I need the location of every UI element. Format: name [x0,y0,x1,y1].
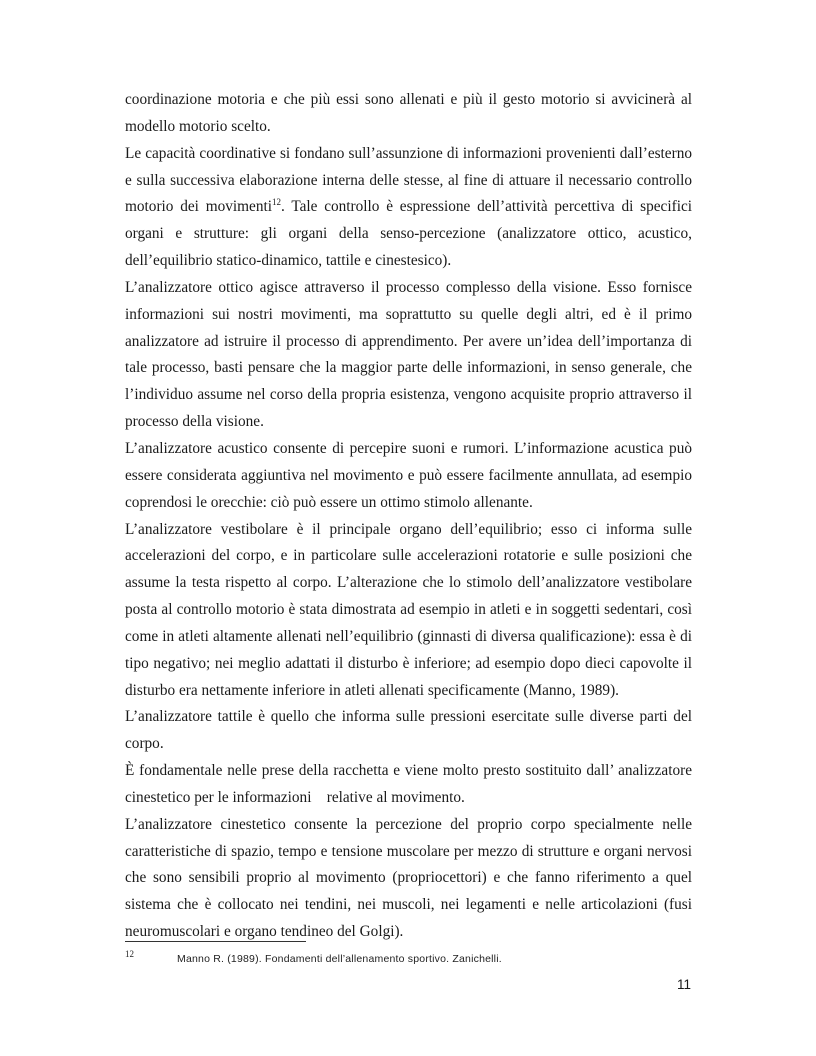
paragraph-vestibular-analyzer: L’analizzatore vestibolare è il principale organo dell’equilibrio; esso ci informa sulle accelerazioni del corpo, e in particolare sulle accelerazioni rotatorie e sulle posizioni che assume la testa rispetto al corpo. L’alterazione che lo stimolo dell’analizzatore vestibolare posta al controllo motorio è stata dimostrata ad esempio in atleti e in soggetti sedentari, così come in atleti altamente allenati nell’equilibrio (ginnasti di diversa qualificazione): essa è di tipo negativo; nei meglio adattati il disturbo è inferiore; ad esempio dopo dieci capovolte il disturbo era nettamente inferiore in atleti allenati specificamente (Manno, 1989). [125,520,692,699]
paragraph-text: . Tale controllo è espressione dell’attività percettiva di specifici organi e strutture: gli organi della senso-percezione (analizzatore ottico, acustico, dell’equilibrio statico-dinamico, tattile e cinestesico). [125,198,692,270]
paragraph-coordination-intro: coordinazione motoria e che più essi sono allenati e più il gesto motorio si avvicinerà al modello motorio scelto. [125,91,692,135]
paragraph-acoustic-analyzer: L’analizzatore acustico consente di percepire suoni e rumori. L’informazione acustica può essere considerata aggiuntiva nel movimento e può essere facilmente annullata, ad esempio coprendosi le orecchie: ciò può essere un ottimo stimolo allenante. [125,439,692,511]
footnote-text: Manno R. (1989). Fondamenti dell’allenamento sportivo. Zanichelli. [177,953,502,965]
body-text [125,87,696,946]
paragraph-kinesthetic-analyzer: L’analizzatore cinestetico consente la percezione del proprio corpo specialmente nelle caratteristiche di spazio, tempo e tensione muscolare per mezzo di strutture e organi nervosi che sono sensibili proprio al movimento (propriocettori) e che fanno riferimento a quel sistema che è collocato nei tendini, nei muscoli, nei legamenti e nelle articolazioni (fusi neuromuscolari e organo tendineo del Golgi). [125,815,692,941]
paragraph-tactile-analyzer: L’analizzatore tattile è quello che informa sulle pressioni esercitate sulle diverse parti del corpo. [125,708,692,753]
paragraph-racket-grip: È fondamentale nelle prese della racchetta e viene molto presto sostituito dall’ analizzatore cinestetico per le informazioni relative al movimento. [125,762,696,806]
footnote-reference: 12 [271,197,281,208]
paragraph-text: Le capacità coordinative si fondano sull’assunzione di informazioni provenienti dall’esterno e sulla successiva elaborazione interna delle stesse, al fine di attuare il necessario controllo motorio dei movimenti [125,144,692,216]
paragraph-coordinative-capacities [125,141,692,275]
footnote-number: 12 [125,949,134,959]
paragraph-optical-analyzer: L’analizzatore ottico agisce attraverso il processo complesso della visione. Esso fornisce informazioni sui nostri movimenti, ma soprattutto su quelle degli altri, ed è il primo analizzatore ad istruire il processo di apprendimento. Per avere un’idea dell’importanza di tale processo, basti pensare che la maggior parte delle informazioni, in senso generale, che l’individuo assume nel corso della propria esistenza, vengono acquisite proprio attraverso il processo della visione. [125,278,692,431]
page-number: 11 [677,977,692,992]
footnote-separator [125,941,306,942]
